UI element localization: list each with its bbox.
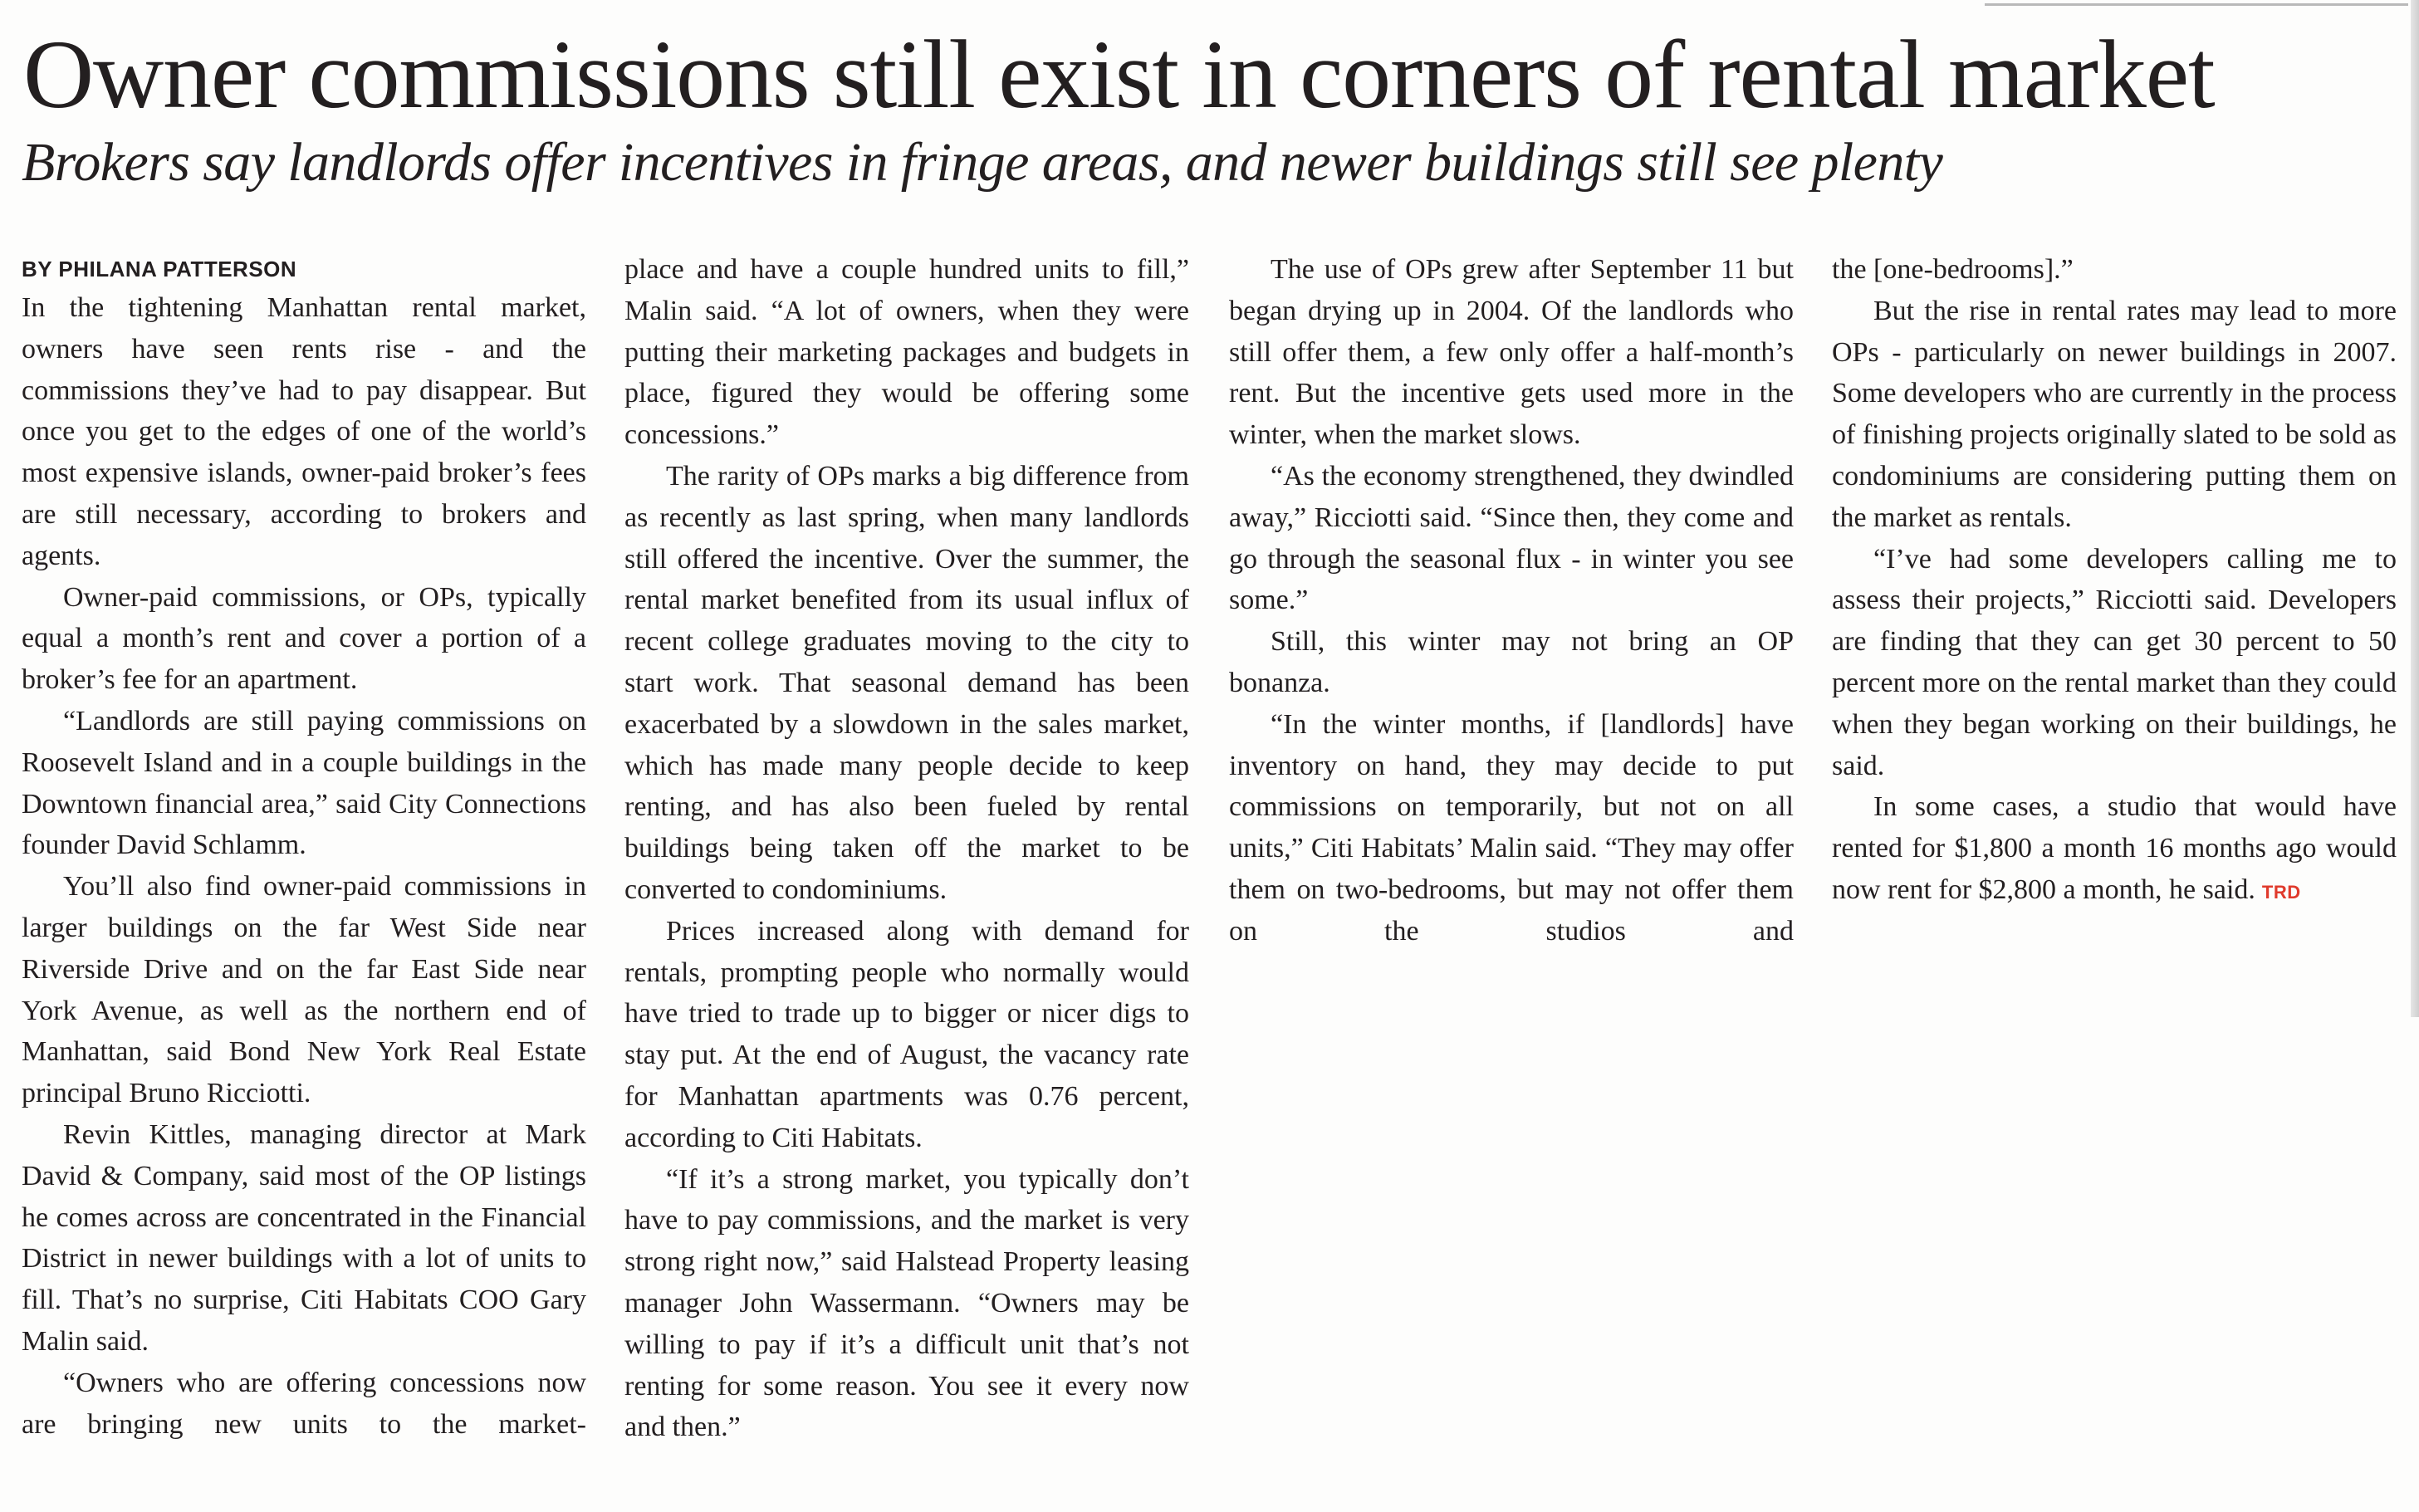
article-column-2	[624, 249, 1189, 1448]
paragraph: “If it’s a strong market, you typically don’t have to pay commissions, and the market is very strong right now,” said Halstead Property leasing manager John Wassermann. “Owners may be willing to pay if it’s a difficult unit that’s not renting for some reason. You see it every now and then.”	[624, 1163, 1189, 1443]
paragraph: In the tightening Manhattan rental market, owners have seen rents rise - and the commissions they’ve had to pay disappear. But once you get to the edges of one of the world’s most expensive islands, owner-paid broker’s fees are still necessary, according to brokers and agents.	[22, 292, 586, 571]
signoff-mark: TRD	[2261, 881, 2301, 903]
paragraph: “As the economy strengthened, they dwindled away,” Ricciotti said. “Since then, they come and go through the seasonal flux - in winter you see some.”	[1229, 460, 1794, 616]
paragraph: Owner-paid commissions, or OPs, typically equal a month’s rent and cover a portion of a broker’s fee for an apartment.	[22, 581, 586, 696]
paragraph: “In the winter months, if [landlords] have inventory on hand, they may decide to put commissions on temporarily, but not on all units,” Citi Habitats’ Malin said. “They may offer them on two-bedrooms, but may not offer them on the studios and	[1229, 708, 1794, 947]
page-edge-shadow	[2411, 0, 2419, 1017]
headline: Owner commissions still exist in corners of rental market	[23, 20, 2215, 129]
paragraph: the [one-bedrooms].”	[1832, 254, 2074, 285]
paragraph: Prices increased along with demand for rentals, prompting people who normally would have tried to trade up to bigger or nicer digs to stay put. At the end of August, the vacancy rate for Manhattan apartments was 0.76 percent, according to Citi Habitats.	[624, 915, 1189, 1153]
top-rule	[1985, 3, 2408, 6]
paragraph: The rarity of OPs marks a big difference from as recently as last spring, when many landlords still offered the incentive. Over the summer, the rental market benefited from its usual influx of recent college graduates moving to the city to start work. That seasonal demand has been exacerbated by a slowdown in the sales market, which has made many people decide to keep renting, and has also been fueled by rental buildings being taken off the market to be converted to condominiums.	[624, 460, 1189, 905]
paragraph: “Landlords are still paying commissions on Roosevelt Island and in a couple buildings in the Downtown financial area,” said City Connections founder David Schlamm.	[22, 705, 586, 861]
article-column-4	[1832, 249, 2397, 913]
deck-subheadline: Brokers say landlords offer incentives in fringe areas, and newer buildings still see plenty	[22, 132, 1943, 193]
paragraph: place and have a couple hundred units to fill,” Malin said. “A lot of owners, when they were putting their marketing packages and budgets in place, figured they would be offering some concessions.”	[624, 254, 1189, 451]
paragraph: Still, this winter may not bring an OP bonanza.	[1229, 626, 1794, 698]
article-column-3	[1229, 249, 1794, 952]
paragraph: “Owners who are offering concessions now are bringing new units to the market-	[22, 1367, 586, 1440]
byline: BY PHILANA PATTERSON	[22, 257, 297, 281]
paragraph: The use of OPs grew after September 11 but began drying up in 2004. Of the landlords who still offer them, a few only offer a half-month’s rent. But the incentive gets used more in the winter, when the market slows.	[1229, 254, 1794, 451]
paragraph-text: In some cases, a studio that would have rented for $1,800 a month 16 months ago would now rent for $2,800 a month, he said.	[1832, 791, 2397, 905]
paragraph: You’ll also find owner-paid commissions in larger buildings on the far West Side near Riverside Drive and on the far East Side near York Avenue, as well as the northern end of Manhattan, said Bond New York Real Estate principal Bruno Ricciotti.	[22, 871, 586, 1109]
paragraph: Revin Kittles, managing director at Mark David & Company, said most of the OP listings he comes across are concentrated in the Financial District in newer buildings with a lot of units to fill. That’s no surprise, Citi Habitats COO Gary Malin said.	[22, 1118, 586, 1357]
paragraph: “I’ve had some developers calling me to assess their projects,” Ricciotti said. Developers are finding that they can get 30 percent to 50 percent more on the rental market than they could when they began working on their buildings, he said.	[1832, 543, 2397, 781]
final-paragraph	[1832, 786, 2397, 913]
article-column-1	[22, 249, 586, 1445]
paragraph: But the rise in rental rates may lead to more OPs - particularly on newer buildings in 2007. Some developers who are currently in the process of finishing projects originally slated to be sold as condominiums are considering putting them on the market as rentals.	[1832, 295, 2397, 533]
